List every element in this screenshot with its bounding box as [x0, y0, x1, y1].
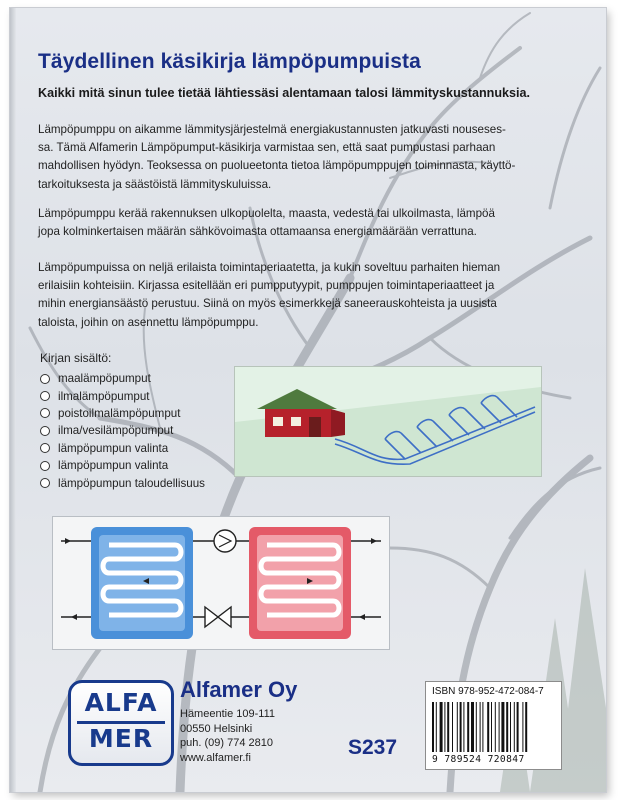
address-phone: puh. (09) 774 2810 [180, 737, 273, 750]
company-name: Alfamer Oy [180, 677, 298, 702]
logo-text-bottom: MER [88, 724, 154, 753]
contents-item-label: poistoilmalämpöpumput [58, 406, 181, 420]
address-city: 00550 Helsinki [180, 722, 253, 735]
circle-bullet-icon [40, 391, 50, 401]
paragraph-line: mihin energiansäästö perustuu. Siinä on myös esimerkkejä saneerauskohteista ja uusista [38, 297, 497, 311]
house-ground-loop-graphic [235, 367, 541, 476]
contents-item [40, 370, 205, 387]
heat-collection-paragraph [38, 205, 558, 241]
contents-item [40, 457, 205, 474]
compressor-icon [214, 530, 236, 552]
barcode-number: 9 789524 720847 [432, 754, 525, 765]
ground-source-house-illustration [234, 366, 542, 477]
circle-bullet-icon [40, 426, 50, 436]
paragraph-line: Lämpöpumppu kerää rakennuksen ulkopuolelta, maasta, vedestä tai ulkoilmasta, lämpöä [38, 207, 495, 220]
isbn-text: ISBN 978-952-472-084-7 [432, 686, 544, 697]
contents-item [40, 405, 205, 422]
isbn-barcode-box [425, 681, 562, 770]
house-icon [257, 389, 345, 437]
paragraph-line: jopa kolminkertaisen määrän sähkövoimasta ottamaansa energiamäärään verrattuna. [38, 225, 477, 239]
contents-item-label: ilmalämpöpumput [58, 389, 150, 403]
paragraph-line: Lämpöpumpuissa on neljä erilaista toimintaperiaatetta, ja kukin soveltuu parhaiten hieman [38, 261, 501, 274]
contents-item [40, 440, 205, 457]
paragraph-line: sa. Tämä Alfamerin Lämpöpumput-käsikirja varmistaa sen, että saat pumpustasi parhaan [38, 141, 496, 155]
contents-item-label: lämpöpumpun valinta [58, 459, 169, 473]
condenser-tank [249, 527, 351, 639]
paragraph-line: mahdollisen hyödyn. Teoksessa on puolueetonta tietoa lämpöpumppujen toiminnasta, käyttö- [38, 159, 516, 173]
paragraph-line: erilaisiin kohteisiin. Kirjassa esitellään eri pumpputyypit, pumppujen toimintaperiaatteet ja [38, 279, 495, 293]
contents-item [40, 387, 205, 404]
circle-bullet-icon [40, 408, 50, 418]
contents-item [40, 422, 205, 439]
circle-bullet-icon [40, 443, 50, 453]
contents-item-label: ilma/vesilämpöpumput [58, 424, 174, 438]
paragraph-line: Lämpöpumppu on aikamme lämmitysjärjestelmä energiakustannusten jatkuvasti nouseses- [38, 123, 506, 136]
contents-heading: Kirjan sisältö: [40, 351, 112, 365]
intro-paragraph [38, 121, 558, 194]
contents-item [40, 474, 205, 491]
address-website[interactable]: www.alfamer.fi [180, 751, 251, 764]
product-code: S237 [348, 736, 398, 759]
contents-item-label: lämpöpumpun taloudellisuus [58, 476, 205, 490]
logo-text-top: ALFA [84, 688, 158, 717]
heat-exchanger-graphic [53, 517, 389, 649]
operating-principles-paragraph [38, 259, 558, 332]
paragraph-line: taloista, joihin on asennettu lämpöpumppu. [38, 315, 259, 329]
circle-bullet-icon [40, 461, 50, 471]
barcode-icon [432, 702, 556, 752]
circle-bullet-icon [40, 478, 50, 488]
book-subtitle: Kaikki mitä sinun tulee tietää lähtiessäsi alentamaan talosi lämmityskustannuksia. [38, 86, 531, 100]
heat-pump-principle-diagram [52, 516, 390, 650]
circle-bullet-icon [40, 374, 50, 384]
contents-list [40, 370, 205, 492]
book-title: Täydellinen käsikirja lämpöpumpuista [38, 50, 421, 73]
company-address [180, 707, 275, 765]
alfamer-logo [68, 680, 174, 766]
contents-item-label: lämpöpumpun valinta [58, 441, 169, 455]
contents-item-label: maalämpöpumput [58, 372, 151, 386]
expansion-valve-icon [205, 607, 231, 627]
address-street: Hämeentie 109-111 [180, 708, 275, 720]
book-back-cover [10, 8, 606, 792]
evaporator-tank [91, 527, 193, 639]
paragraph-line: tarkoituksesta ja säästöistä lämmityskuluissa. [38, 177, 272, 191]
